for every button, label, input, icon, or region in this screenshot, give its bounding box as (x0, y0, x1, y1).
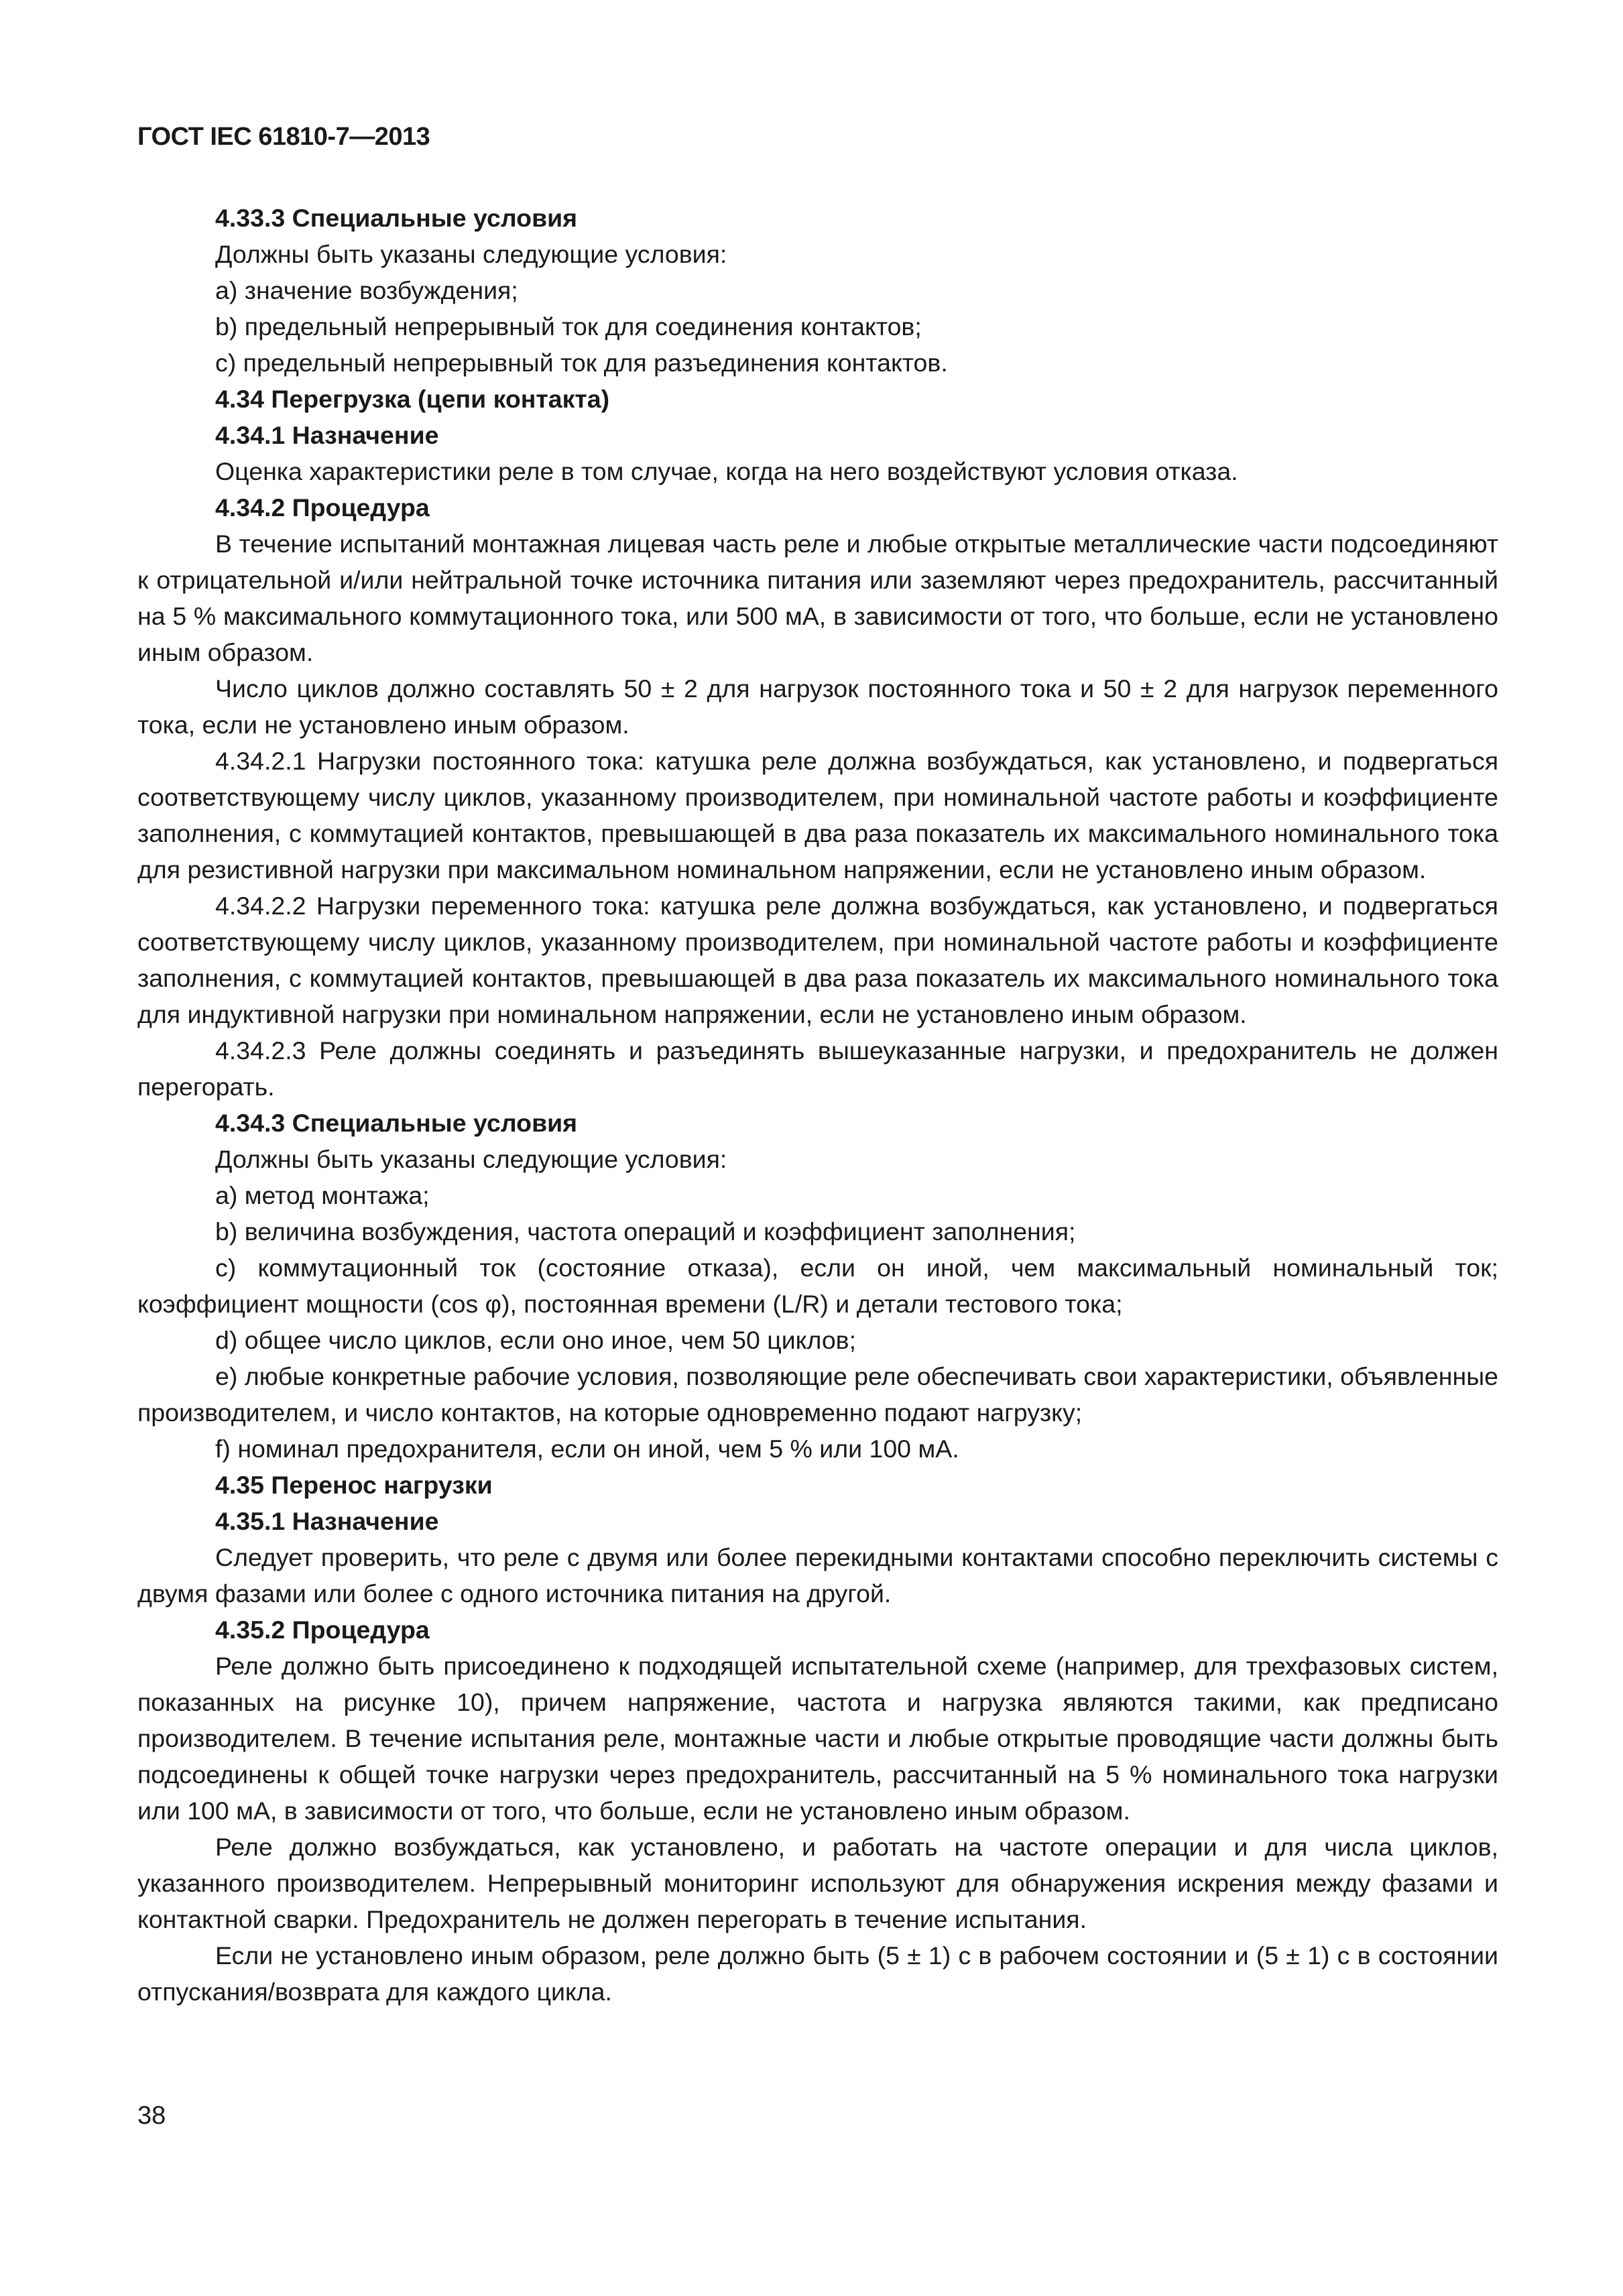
paragraph: Число циклов должно составлять 50 ± 2 для нагрузок постоянного тока и 50 ± 2 для нагрузок переменного тока, если не установлено иным образом. (137, 674, 1498, 739)
list-item: c) предельный непрерывный ток для разъединения контактов. (215, 349, 948, 377)
paragraph: 4.34.2.2 Нагрузки переменного тока: катушка реле должна возбуждаться, как установлено, и подвергаться соответствующему числу циклов, указанному производителем, при номинальной частоте работы и коэффициенте заполнения, с коммутацией контактов, превышающей в два раза показатель их максимального номинального тока для индуктивной нагрузки при номинальном напряжении, если не установлено иным образом. (137, 892, 1498, 1028)
heading-4-35-1: 4.35.1 Назначение (215, 1507, 439, 1535)
paragraph: Должны быть указаны следующие условия: (215, 1145, 727, 1173)
list-item: a) значение возбуждения; (215, 276, 518, 304)
heading-4-33-3: 4.33.3 Специальные условия (215, 204, 578, 232)
paragraph: 4.34.2.1 Нагрузки постоянного тока: катушка реле должна возбуждаться, как установлено, и подвергаться соответствующему числу циклов, указанному производителем, при номинальной частоте работы и коэффициенте заполнения, с коммутацией контактов, превышающей в два раза показатель их максимального номинального тока для резистивной нагрузки при максимальном номинальном напряжении, если не установлено иным образом. (137, 747, 1498, 884)
list-item: b) величина возбуждения, частота операций и коэффициент заполнения; (215, 1217, 1076, 1246)
paragraph: Оценка характеристики реле в том случае, когда на него воздействуют условия отказа. (215, 457, 1238, 485)
paragraph: Реле должно возбуждаться, как установлено, и работать на частоте операции и для числа циклов, указанного производителем. Непрерывный мониторинг используют для обнаружения искрения между фазами и контактной сварки. Предохранитель не должен перегорать в течение испытания. (137, 1833, 1498, 1933)
heading-4-34-1: 4.34.1 Назначение (215, 421, 439, 449)
paragraph: Должны быть указаны следующие условия: (215, 240, 727, 268)
page-number: 38 (137, 2102, 166, 2130)
list-item: f) номинал предохранителя, если он иной, чем 5 % или 100 мА. (215, 1435, 959, 1463)
paragraph: Следует проверить, что реле с двумя или более перекидными контактами способно переключить системы с двумя фазами или более с одного источника питания на другой. (137, 1543, 1498, 1608)
list-item: e) любые конкретные рабочие условия, позволяющие реле обеспечивать свои характеристики, объявленные производителем, и число контактов, на которые одновременно подают нагрузку; (137, 1362, 1498, 1427)
heading-4-34-3: 4.34.3 Специальные условия (215, 1109, 578, 1137)
list-item: a) метод монтажа; (215, 1181, 430, 1209)
document-header: ГОСТ IEC 61810-7—2013 (137, 123, 430, 151)
section-heading-4-35: 4.35 Перенос нагрузки (215, 1471, 493, 1499)
heading-4-34-2: 4.34.2 Процедура (215, 493, 430, 522)
section-heading-4-34: 4.34 Перегрузка (цепи контакта) (215, 385, 610, 413)
document-body (137, 200, 1498, 2010)
list-item: d) общее число циклов, если оно иное, чем 50 циклов; (215, 1326, 857, 1354)
list-item: b) предельный непрерывный ток для соединения контактов; (215, 312, 922, 341)
paragraph: В течение испытаний монтажная лицевая часть реле и любые открытые металлические части подсоединяют к отрицательной и/или нейтральной точке источника питания или заземляют через предохранитель, рассчитанный на 5 % максимального коммутационного тока, или 500 мА, в зависимости от того, что больше, если не установлено иным образом. (137, 530, 1498, 666)
paragraph: Если не установлено иным образом, реле должно быть (5 ± 1) с в рабочем состоянии и (5 ± 1) с в состоянии отпускания/возврата для каждого цикла. (137, 1941, 1498, 2006)
paragraph: 4.34.2.3 Реле должны соединять и разъединять вышеуказанные нагрузки, и предохранитель не должен перегорать. (137, 1036, 1498, 1101)
paragraph: Реле должно быть присоединено к подходящей испытательной схеме (например, для трехфазовых систем, показанных на рисунке 10), причем напряжение, частота и нагрузка являются такими, как предписано производителем. В течение испытания реле, монтажные части и любые открытые проводящие части должны быть подсоединены к общей точке нагрузки через предохранитель, рассчитанный на 5 % номинального тока нагрузки или 100 мА, в зависимости от того, что больше, если не установлено иным образом. (137, 1652, 1498, 1825)
list-item: c) коммутационный ток (состояние отказа), если он иной, чем максимальный номинальный ток; коэффициент мощности (cos φ), постоянная времени (L/R) и детали тестового тока; (137, 1254, 1498, 1318)
heading-4-35-2: 4.35.2 Процедура (215, 1616, 430, 1644)
